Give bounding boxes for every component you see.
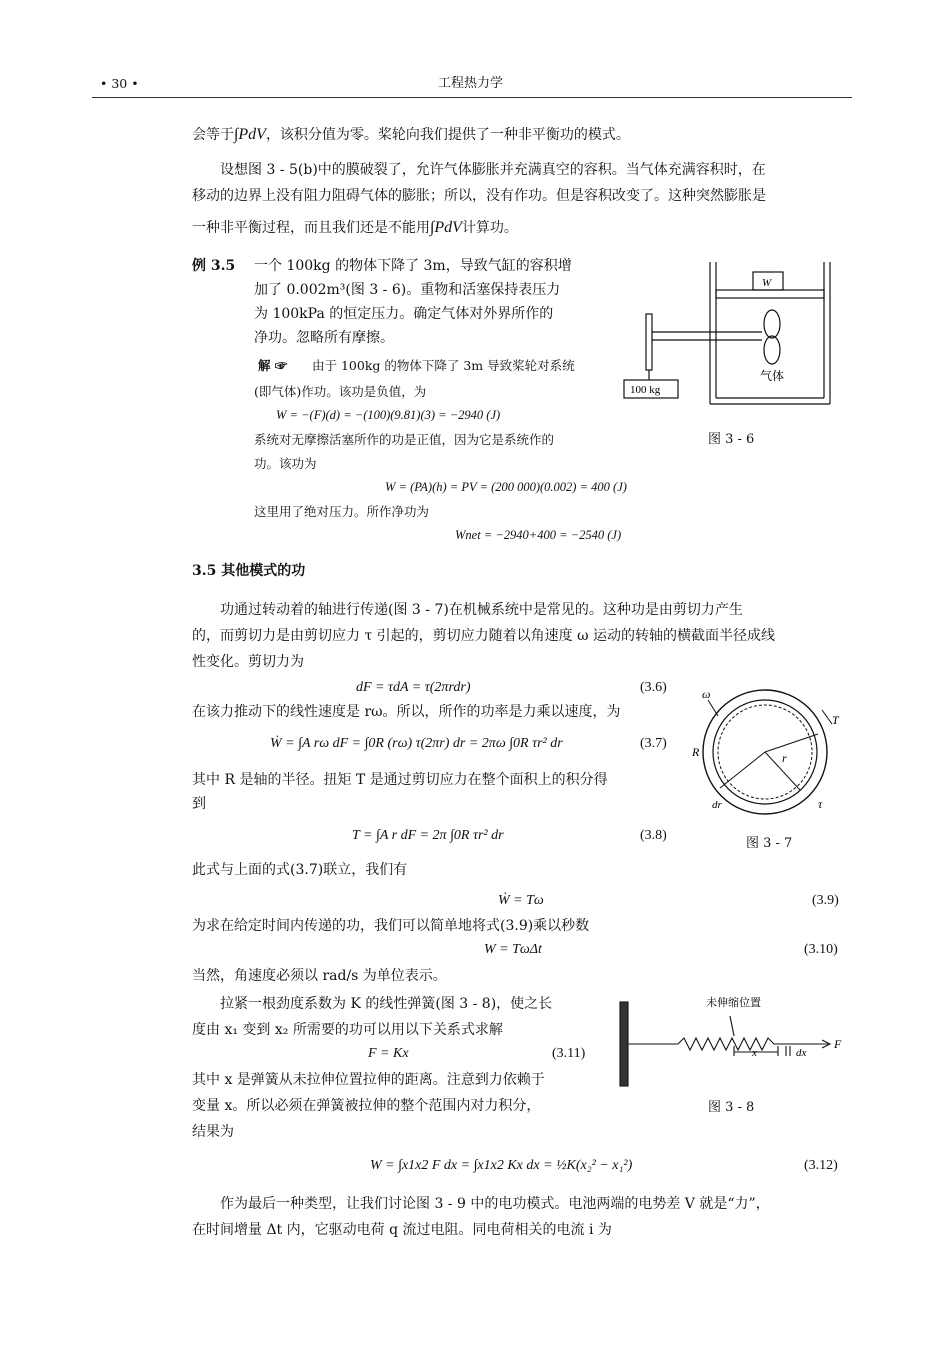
tau-label: τ bbox=[818, 797, 823, 811]
integral-pdv-2: ∫PdV bbox=[430, 219, 462, 236]
intro-line-1: 会等于∫PdV，该积分值为零。桨轮向我们提供了一种非平衡功的模式。 bbox=[192, 126, 630, 143]
pulley-post bbox=[646, 314, 652, 370]
equation-3-10: W = TωΔt bbox=[484, 942, 542, 957]
page-number: • 30 • bbox=[100, 76, 139, 91]
equation-3-9-number: (3.9) bbox=[812, 893, 839, 908]
figure-3-7 bbox=[690, 680, 850, 830]
text-after-3-6: 在该力推动下的线性速度是 rω。所以，所作的功率是力乘以速度，为 bbox=[192, 704, 621, 720]
equation-3-6-number: (3.6) bbox=[640, 680, 667, 695]
spring-after-line-1: 其中 x 是弹簧从未拉伸位置拉伸的距离。注意到力依赖于 bbox=[192, 1072, 545, 1088]
header-rule bbox=[92, 97, 852, 98]
intro-para2-line2: 移动的边界上没有阻力阻碍气体的膨胀；所以，没有作功。但是容积改变了。这种突然膨胀是 bbox=[192, 188, 766, 204]
section-heading: 3.5 其他模式的功 bbox=[192, 563, 306, 579]
integral-pdv: ∫PdV bbox=[234, 126, 266, 143]
equation-3-12-number: (3.12) bbox=[804, 1158, 838, 1173]
equation-3-8: T = ∫A r dF = 2π ∫0R τr² dr bbox=[352, 828, 504, 843]
spring-after-line-2: 变量 x。所以必须在弹簧被拉伸的整个范围内对力积分， bbox=[192, 1098, 541, 1114]
figure-3-6 bbox=[620, 262, 850, 432]
unstretched-label: 未伸缩位置 bbox=[706, 997, 761, 1009]
omega-label: ω bbox=[702, 687, 711, 701]
figure-3-8-caption: 图 3 - 8 bbox=[708, 1100, 755, 1115]
equation-3-7-number: (3.7) bbox=[640, 736, 667, 751]
force-label: F bbox=[834, 1037, 842, 1051]
example-line-1: 一个 100kg 的物体下降了 3m，导致气缸的容积增 bbox=[254, 258, 572, 274]
unstretched-pointer bbox=[730, 1016, 734, 1036]
dx-label: dx bbox=[796, 1047, 807, 1059]
piston bbox=[716, 290, 824, 298]
example-line-4: 净功。忽略所有摩擦。 bbox=[254, 330, 394, 346]
solution-line-4: 功。该功为 bbox=[254, 456, 317, 471]
r-label: r bbox=[782, 751, 787, 765]
solution-eq-3: Wnet = −2940+400 = −2540 (J) bbox=[455, 528, 622, 542]
equation-3-10-number: (3.10) bbox=[804, 942, 838, 957]
solution-label: 解 ☞ bbox=[258, 358, 288, 373]
solution-line-1: 由于 100kg 的物体下降了 3m 导致桨轮对系统 bbox=[312, 358, 575, 373]
dr-label: dr bbox=[712, 799, 722, 811]
figure-3-8 bbox=[618, 994, 848, 1094]
mass-label: 100 kg bbox=[630, 384, 661, 396]
wall bbox=[620, 1002, 628, 1086]
solution-eq-1: W = −(F)(d) = −(100)(9.81)(3) = −2940 (J) bbox=[276, 408, 501, 422]
omega-arrow bbox=[708, 700, 718, 716]
example-line-2: 加了 0.002m³(图 3 - 6)。重物和活塞保持表压力 bbox=[254, 282, 561, 298]
intro-para2-line1: 设想图 3 - 5(b)中的膜破裂了，允许气体膨胀并充满真空的容积。当气体充满容积时，在 bbox=[220, 162, 766, 178]
section-para1-line3: 性变化。剪切力为 bbox=[192, 654, 304, 670]
text-after-3-10: 当然，角速度必须以 rad/s 为单位表示。 bbox=[192, 968, 447, 984]
section-para1-line1: 功通过转动着的轴进行传递(图 3 - 7)在机械系统中是常见的。这种功是由剪切力产生 bbox=[220, 602, 743, 618]
figure-3-6-caption: 图 3 - 6 bbox=[708, 432, 755, 447]
equation-3-6: dF = τdA = τ(2πrdr) bbox=[356, 680, 471, 695]
equation-3-8-number: (3.8) bbox=[640, 828, 667, 843]
gas-label: 气体 bbox=[760, 369, 785, 383]
paddle-blade-top bbox=[764, 310, 780, 338]
equation-3-11-number: (3.11) bbox=[552, 1046, 586, 1061]
equation-3-7: Ẇ = ∫A rω dF = ∫0R (rω) τ(2πr) dr = 2πω ∫0R τr² dr bbox=[270, 736, 563, 751]
example-label: 例 3.5 bbox=[192, 258, 236, 274]
spring-line-1: 拉紧一根劲度系数为 K 的线性弹簧(图 3 - 8)，使之长 bbox=[220, 996, 553, 1012]
example-line-3: 为 100kPa 的恒定压力。确定气体对外界所作的 bbox=[254, 306, 554, 322]
final-line-2: 在时间增量 Δt 内，它驱动电荷 q 流过电阻。同电荷相关的电流 i 为 bbox=[192, 1222, 612, 1238]
text-after-3-7-line2: 到 bbox=[192, 796, 206, 812]
figure-3-7-caption: 图 3 - 7 bbox=[746, 836, 793, 851]
solution-line-3: 系统对无摩擦活塞所作的功是正值，因为它是系统作的 bbox=[254, 432, 555, 447]
x-label: x bbox=[752, 1047, 757, 1059]
spring-after-line-3: 结果为 bbox=[192, 1124, 234, 1140]
torque-label: T bbox=[832, 713, 839, 727]
R-label: R bbox=[692, 745, 700, 759]
text-before-3-10: 为求在给定时间内传递的功，我们可以简单地将式(3.9)乘以秒数 bbox=[192, 918, 590, 934]
paddle-blade-bottom bbox=[764, 336, 780, 364]
equation-3-11: F = Kx bbox=[368, 1046, 409, 1061]
weight-label: W bbox=[762, 277, 772, 289]
solution-line-2: (即气体)作功。该功是负值，为 bbox=[254, 384, 427, 399]
running-title: 工程热力学 bbox=[438, 76, 504, 91]
spring-line-2: 度由 x₁ 变到 x₂ 所需要的功可以用以下关系式求解 bbox=[192, 1022, 503, 1038]
torque-arrow bbox=[822, 710, 832, 724]
solution-line-5: 这里用了绝对压力。所作净功为 bbox=[254, 504, 430, 519]
equation-3-9: Ẇ = Tω bbox=[498, 893, 544, 908]
text-after-3-7-line1: 其中 R 是轴的半径。扭矩 T 是通过剪切应力在整个面积上的积分得 bbox=[192, 772, 608, 788]
section-para1-line2: 的，而剪切力是由剪切应力 τ 引起的，剪切应力随着以角速度 ω 运动的转轴的横截面半径成线 bbox=[192, 628, 775, 644]
solution-eq-2: W = (PA)(h) = PV = (200 000)(0.002) = 400 (J) bbox=[385, 480, 627, 494]
equation-3-12: W = ∫x1x2 F dx = ∫x1x2 Kx dx = ½K(x₂² − x₁²) bbox=[370, 1158, 633, 1173]
final-line-1: 作为最后一种类型，让我们讨论图 3 - 9 中的电功模式。电池两端的电势差 V 就是“力”， bbox=[220, 1196, 770, 1212]
radius-R bbox=[765, 734, 818, 752]
intro-para2-line3: 一种非平衡过程，而且我们还是不能用∫PdV计算功。 bbox=[192, 219, 518, 236]
text-before-3-9: 此式与上面的式(3.7)联立，我们有 bbox=[192, 862, 408, 878]
